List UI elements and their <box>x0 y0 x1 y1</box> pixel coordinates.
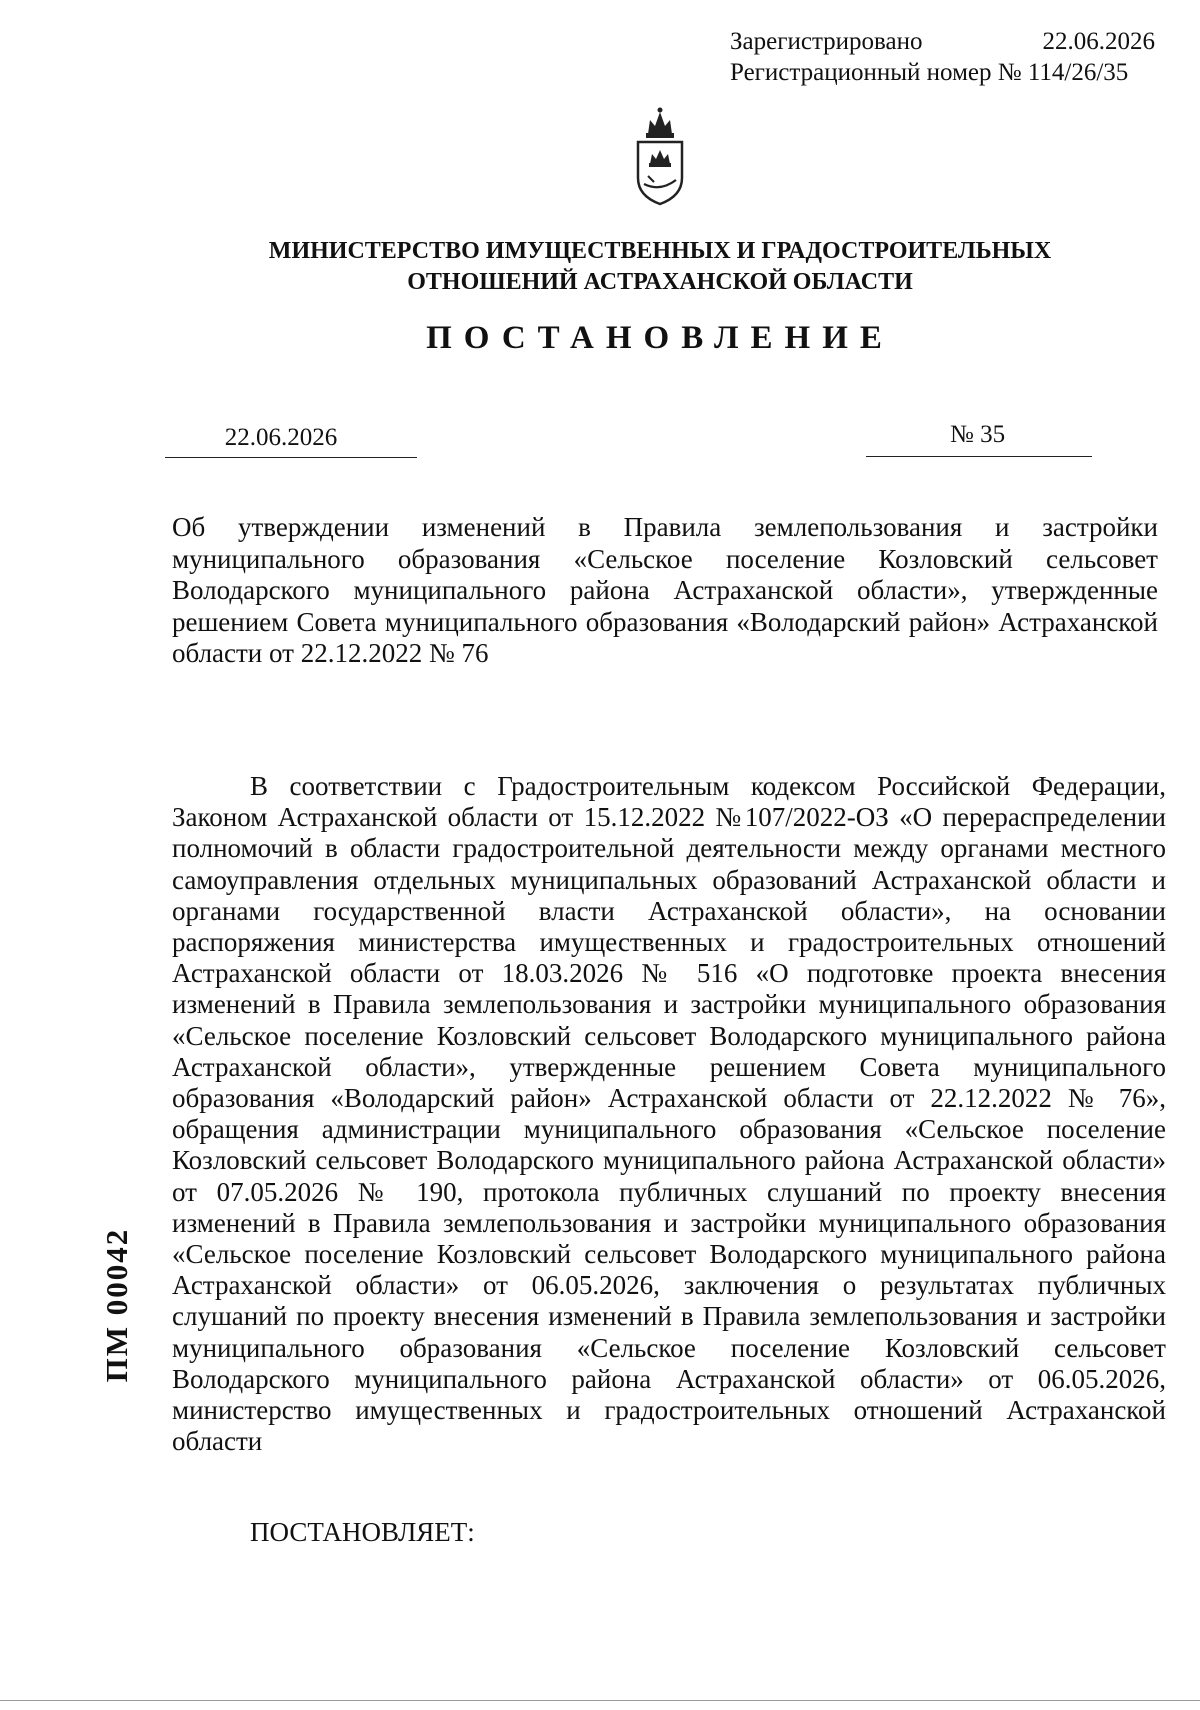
ministry-name-line-1: МИНИСТЕРСТВО ИМУЩЕСТВЕННЫХ И ГРАДОСТРОИТЕЛЬНЫХ <box>268 238 1052 264</box>
document-date: 22.06.2026 <box>224 424 338 451</box>
registration-block <box>730 26 1155 88</box>
scan-edge-line <box>0 1700 1200 1701</box>
document-date-field <box>165 423 417 458</box>
resolve-heading: ПОСТАНОВЛЯЕТ: <box>250 1517 475 1547</box>
registration-label: Зарегистрировано <box>730 28 923 55</box>
registration-number-line <box>730 57 1155 88</box>
ministry-name-line-2: ОТНОШЕНИЙ АСТРАХАНСКОЙ ОБЛАСТИ <box>407 269 913 295</box>
document-number: № 35 <box>950 421 1006 448</box>
ministry-name <box>160 236 1160 298</box>
astrakhan-coat-of-arms-icon <box>628 104 692 208</box>
margin-stamp <box>95 1205 139 1405</box>
document-number-field <box>866 420 1092 457</box>
registration-line <box>730 26 1155 57</box>
margin-stamp-text: ПМ 00042 <box>99 1227 134 1383</box>
document-type-title: ПОСТАНОВЛЕНИЕ <box>426 320 894 356</box>
document-subject: Об утверждении изменений в Правила землепользования и застройки муниципального образования «Сельское поселение Козловский сельсовет Володарского муниципального района Астраханской области», утвержденные решением Совета муниципального образования «Володарский район» Астраханской области от 22.12.2022 № 76 <box>172 512 1158 668</box>
document-body: В соответствии с Градостроительным кодексом Российской Федерации, Законом Астраханской области от 15.12.2022 №107/2022-ОЗ «О перераспределении полномочий в области градостроительной деятельности между органами местного самоуправления отдельных муниципальных образований Астраханской области и органами государственной власти Астраханской области», на основании распоряжения министерства имущественных и градостроительных отношений Астраханской области от 18.03.2026 № 516 «О подготовке проекта внесения изменений в Правила землепользования и застройки муниципального образования «Сельское поселение Козловский сельсовет Володарского муниципального района Астраханской области», утвержденные решением Совета муниципального образования «Володарский район» Астраханской области от 22.12.2022 № 76», обращения администрации муниципального образования «Сельское поселение Козловский сельсовет Володарского муниципального района Астраханской области» от 07.05.2026 № 190, протокола публичных слушаний по проекту внесения изменений в Правила землепользования и застройки муниципального образования «Сельское поселение Козловский сельсовет Володарского муниципального района Астраханской области» от 06.05.2026, заключения о результатах публичных слушаний по проекту внесения изменений в Правила землепользования и застройки муниципального образования «Сельское поселение Козловский сельсовет Володарского муниципального района Астраханской области» от 06.05.2026, министерство имущественных и градостроительных отношений Астраханской области <box>172 771 1166 1457</box>
registration-date: 22.06.2026 <box>1042 28 1155 55</box>
registration-number: Регистрационный номер № 114/26/35 <box>730 59 1129 86</box>
